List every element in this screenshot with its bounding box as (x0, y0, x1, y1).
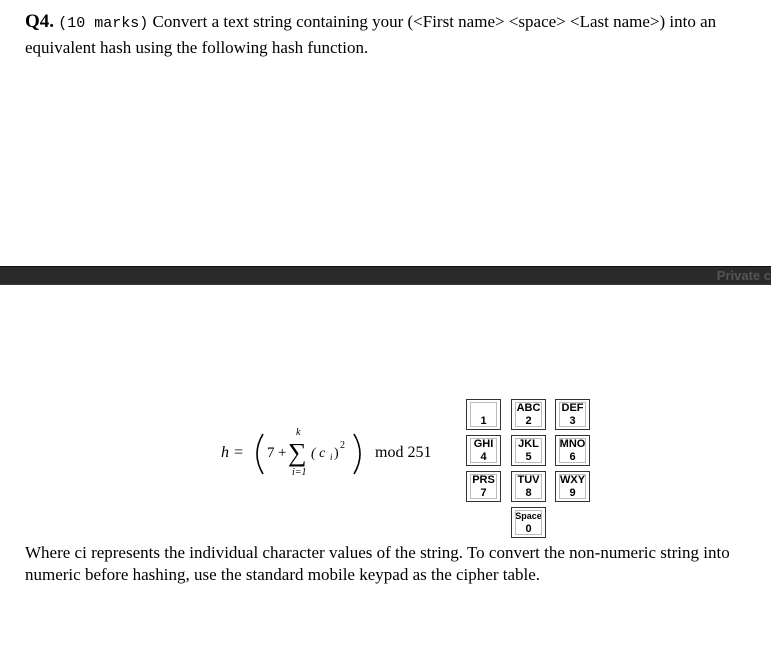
formula-right-paren (354, 434, 360, 474)
question-body: Convert a text string containing your (<First name> <space> <Last name>) into an equivalent hash using the following hash function. (25, 12, 717, 57)
question-marks: (10 marks) (58, 15, 149, 32)
key-1: 1 (466, 399, 501, 430)
sum-upper-limit: k (296, 427, 301, 438)
key-4: GHI 4 (466, 435, 501, 466)
key-7: PRS 7 (466, 471, 501, 502)
formula-sub: i (330, 452, 333, 462)
question-text (25, 10, 755, 60)
formula-left-paren (257, 434, 263, 474)
formula-lhs: h = (221, 444, 244, 461)
key-0-space: Space 0 (511, 507, 546, 538)
formula-const: 7 (267, 445, 275, 461)
dark-divider-band (0, 266, 771, 285)
question-number: Q4. (25, 11, 55, 32)
key-9: WXY 9 (555, 471, 590, 502)
formula-mod: mod 251 (375, 444, 432, 461)
sigma-symbol: ∑ (288, 438, 307, 467)
key-2: ABC 2 (511, 399, 546, 430)
mobile-keypad (464, 399, 594, 541)
band-label: Private c (716, 268, 771, 283)
key-6: MNO 6 (555, 435, 590, 466)
key-3: DEF 3 (555, 399, 590, 430)
formula-exp: 2 (340, 440, 345, 451)
description-text: Where ci represents the individual character values of the string. To convert the non-numeric string into numeric before hashing, use the standard mobile keypad as the cipher table. (25, 543, 730, 584)
key-8: TUV 8 (511, 471, 546, 502)
sum-lower-limit: i=1 (292, 467, 307, 478)
formula-close: ) (334, 446, 339, 461)
formula-plus: + (278, 445, 287, 461)
hash-formula (221, 424, 461, 484)
key-5: JKL 5 (511, 435, 546, 466)
formula-term: ( c (311, 446, 326, 461)
